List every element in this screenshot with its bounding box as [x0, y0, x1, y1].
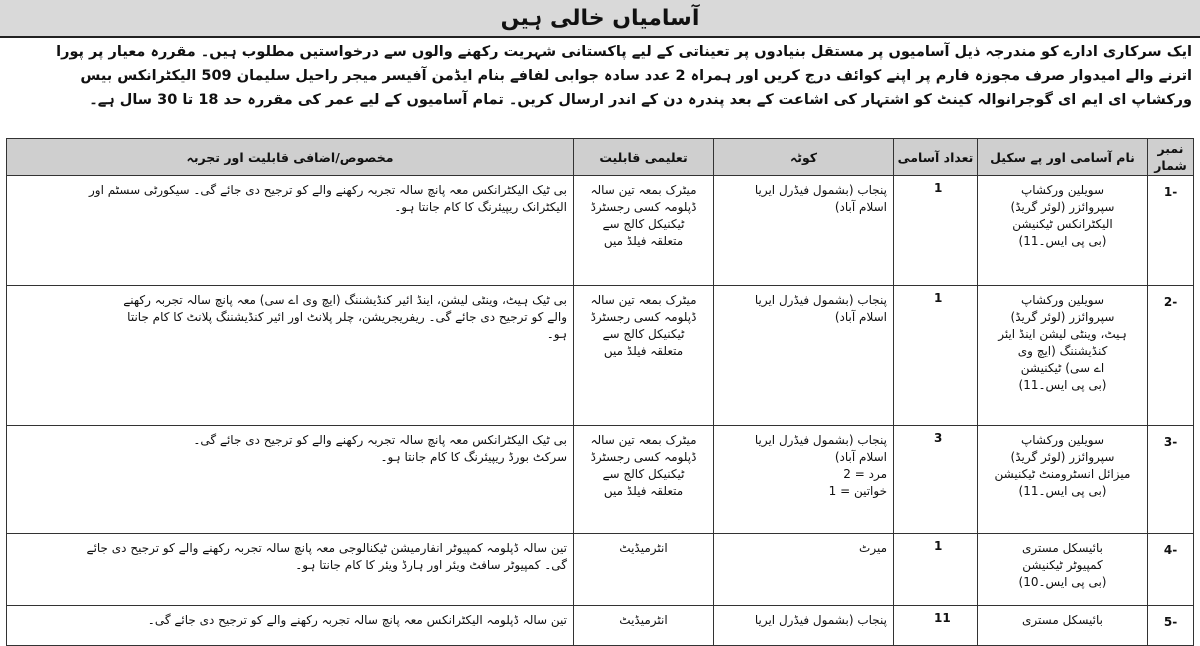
post-name-cell	[978, 426, 1148, 534]
education-cell-line: میٹرک بمعہ تین سالہ	[590, 433, 697, 447]
quota-cell	[714, 176, 894, 286]
quota-cell	[714, 286, 894, 426]
education-cell-line: ٹیکنیکل کالج سے	[602, 467, 685, 481]
header-quota: کوٹہ	[714, 139, 894, 176]
experience-cell	[7, 606, 574, 646]
serial-number-cell: -2	[1148, 286, 1194, 426]
post-name-cell-line: (بی پی ایس۔11)	[1018, 234, 1107, 248]
vacancy-table	[6, 138, 1194, 646]
experience-cell-line: بی ٹیک الیکٹرانکس معہ پانچ سالہ تجربہ رکھنے والے کو ترجیح دی جائے گی۔ سیکورٹی سسٹم اور	[89, 183, 567, 197]
post-name-cell-line: سپروائزر (لوئر گریڈ)	[1010, 200, 1115, 214]
post-name-cell	[978, 534, 1148, 606]
quota-cell-line: خواتین = 1	[828, 484, 887, 498]
post-name-cell	[978, 606, 1148, 646]
post-name-cell-line: میزائل انسٹرومنٹ ٹیکنیشن	[994, 467, 1131, 481]
table-header-row	[7, 139, 1194, 176]
serial-number-cell: -4	[1148, 534, 1194, 606]
experience-cell-line: والے کو ترجیح دی جائے گی۔ ریفریجریشن، چلر پلانٹ اور ائیر کنڈیشننگ پلانٹ کا کام جانتا	[127, 310, 567, 324]
quota-cell-line: پنجاب (بشمول فیڈرل ایریا	[754, 183, 887, 197]
header-education: تعلیمی قابلیت	[574, 139, 714, 176]
intro-line: ورکشاپ ای ایم ای گوجرانوالہ کینٹ کو اشتہار کی اشاعت کے بعد پندرہ دن کے اندر ارسال کریں۔ تمام آسامیوں کے لیے عمر کی مقررہ حد 18 تا 30 سال ہے۔	[89, 92, 1192, 108]
header-post-name: نام آسامی اور پے سکیل	[978, 139, 1148, 176]
education-cell-line: انٹرمیڈیٹ	[619, 541, 668, 555]
education-cell-line: ڈپلومہ کسی رجسٹرڈ	[590, 450, 697, 464]
education-cell-line: متعلقہ فیلڈ میں	[603, 344, 684, 358]
post-name-cell-line: سپروائزر (لوئر گریڈ)	[1010, 310, 1115, 324]
experience-cell	[7, 534, 574, 606]
post-name-cell-line: سویلین ورکشاپ	[1020, 433, 1105, 447]
education-cell-line: متعلقہ فیلڈ میں	[603, 234, 684, 248]
header-serial-no: نمبر شمار	[1148, 139, 1194, 176]
education-cell	[574, 606, 714, 646]
post-name-cell-line: (بی پی ایس۔10)	[1018, 575, 1107, 589]
post-name-cell-line: کنڈیشننگ (ایچ وی	[1017, 344, 1108, 358]
quota-cell-line: اسلام آباد)	[834, 310, 887, 324]
post-count-cell: 11	[894, 606, 978, 646]
experience-cell-line: بی ٹیک الیکٹرانکس معہ پانچ سالہ تجربہ رکھنے والے کو ترجیح دی جائے گی۔	[193, 433, 567, 447]
post-name-cell-line: سویلین ورکشاپ	[1020, 183, 1105, 197]
quota-cell	[714, 426, 894, 534]
education-cell-line: متعلقہ فیلڈ میں	[603, 484, 684, 498]
quota-cell	[714, 606, 894, 646]
experience-cell-line: تین سالہ ڈپلومہ کمپیوٹر انفارمیشن ٹیکنالوجی معہ پانچ سالہ تجربہ رکھنے والے کو ترجیح دی جائے	[86, 541, 567, 555]
post-name-cell-line: کمپیوٹر ٹیکنیشن	[1022, 558, 1103, 572]
post-name-cell-line: بائیسکل مستری	[1022, 541, 1103, 555]
header-experience: مخصوص/اضافی قابلیت اور تجربہ	[7, 139, 574, 176]
quota-cell-line: اسلام آباد)	[834, 450, 887, 464]
quota-cell-line: مرد = 2	[843, 467, 887, 481]
education-cell	[574, 286, 714, 426]
post-name-cell-line: الیکٹرانکس ٹیکنیشن	[1012, 217, 1113, 231]
table-row	[7, 534, 1194, 606]
experience-cell	[7, 286, 574, 426]
education-cell	[574, 534, 714, 606]
post-count-cell: 1	[894, 176, 978, 286]
experience-cell-line: تین سالہ ڈپلومہ الیکٹرانکس معہ پانچ سالہ تجربہ رکھنے والے کو ترجیح دی جائے گی۔	[147, 613, 567, 627]
education-cell	[574, 426, 714, 534]
post-count-cell: 3	[894, 426, 978, 534]
header-post-count: تعداد آسامی	[894, 139, 978, 176]
post-name-cell-line: بائیسکل مستری	[1022, 613, 1103, 627]
post-name-cell-line: ہیٹ، وینٹی لیشن اینڈ ایئر	[998, 327, 1127, 341]
serial-number-cell: -3	[1148, 426, 1194, 534]
quota-cell-line: پنجاب (بشمول فیڈرل ایریا	[754, 433, 887, 447]
education-cell-line: میٹرک بمعہ تین سالہ	[590, 293, 697, 307]
post-name-cell	[978, 176, 1148, 286]
intro-paragraph	[8, 40, 1192, 136]
education-cell-line: ٹیکنیکل کالج سے	[602, 217, 685, 231]
post-name-cell	[978, 286, 1148, 426]
post-count-cell: 1	[894, 534, 978, 606]
experience-cell-line: بی ٹیک ہیٹ، وینٹی لیشن، اینڈ ائیر کنڈیشننگ (ایچ وی اے سی) معہ پانچ سالہ تجربہ رکھنے	[123, 293, 567, 307]
post-name-cell-line: (بی پی ایس۔11)	[1018, 378, 1107, 392]
experience-cell-line: سرکٹ بورڈ ریپیئرنگ کا کام جانتا ہو۔	[380, 450, 567, 464]
education-cell	[574, 176, 714, 286]
quota-cell-line: پنجاب (بشمول فیڈرل ایریا	[754, 613, 887, 627]
education-cell-line: ٹیکنیکل کالج سے	[602, 327, 685, 341]
quota-cell-line: اسلام آباد)	[834, 200, 887, 214]
quota-cell-line: میرٹ	[859, 541, 887, 555]
quota-cell-line: پنجاب (بشمول فیڈرل ایریا	[754, 293, 887, 307]
experience-cell-line: گی۔ کمپیوٹر سافٹ ویئر اور ہارڈ ویئر کا کام جانتا ہو۔	[295, 558, 567, 572]
table-row	[7, 426, 1194, 534]
education-cell-line: ڈپلومہ کسی رجسٹرڈ	[590, 310, 697, 324]
experience-cell	[7, 426, 574, 534]
post-name-cell-line: اے سی) ٹیکنیشن	[1020, 361, 1105, 375]
education-cell-line: میٹرک بمعہ تین سالہ	[590, 183, 697, 197]
table-row	[7, 176, 1194, 286]
serial-number-cell: -1	[1148, 176, 1194, 286]
post-name-cell-line: (بی پی ایس۔11)	[1018, 484, 1107, 498]
experience-cell-line: الیکٹرانک ریپیئرنگ کا کام جانتا ہو۔	[394, 200, 567, 214]
serial-number-cell: -5	[1148, 606, 1194, 646]
education-cell-line: ڈپلومہ کسی رجسٹرڈ	[590, 200, 697, 214]
experience-cell	[7, 176, 574, 286]
experience-cell-line: ہو۔	[546, 327, 567, 341]
advertisement-title: آسامیاں خالی ہیں	[0, 0, 1200, 38]
table-row	[7, 606, 1194, 646]
post-count-cell: 1	[894, 286, 978, 426]
post-name-cell-line: سپروائزر (لوئر گریڈ)	[1010, 450, 1115, 464]
post-name-cell-line: سویلین ورکشاپ	[1020, 293, 1105, 307]
intro-line: ایک سرکاری ادارے کو مندرجہ ذیل آسامیوں پر مستقل بنیادوں پر تعیناتی کے لیے پاکستانی شہریت رکھنے والوں سے درخواستیں مطلوب ہیں۔ مقررہ معیار پر پورا	[56, 44, 1192, 60]
education-cell-line: انٹرمیڈیٹ	[619, 613, 668, 627]
quota-cell	[714, 534, 894, 606]
intro-line: اترنے والے امیدوار صرف مجوزہ فارم پر اپنے کوائف درج کریں اور ہمراہ 2 عدد سادہ جوابی لفافے بنام ایڈمن آفیسر میجر راحیل سلیمان 509 الیکٹرانکس بیس	[80, 68, 1192, 84]
table-row	[7, 286, 1194, 426]
